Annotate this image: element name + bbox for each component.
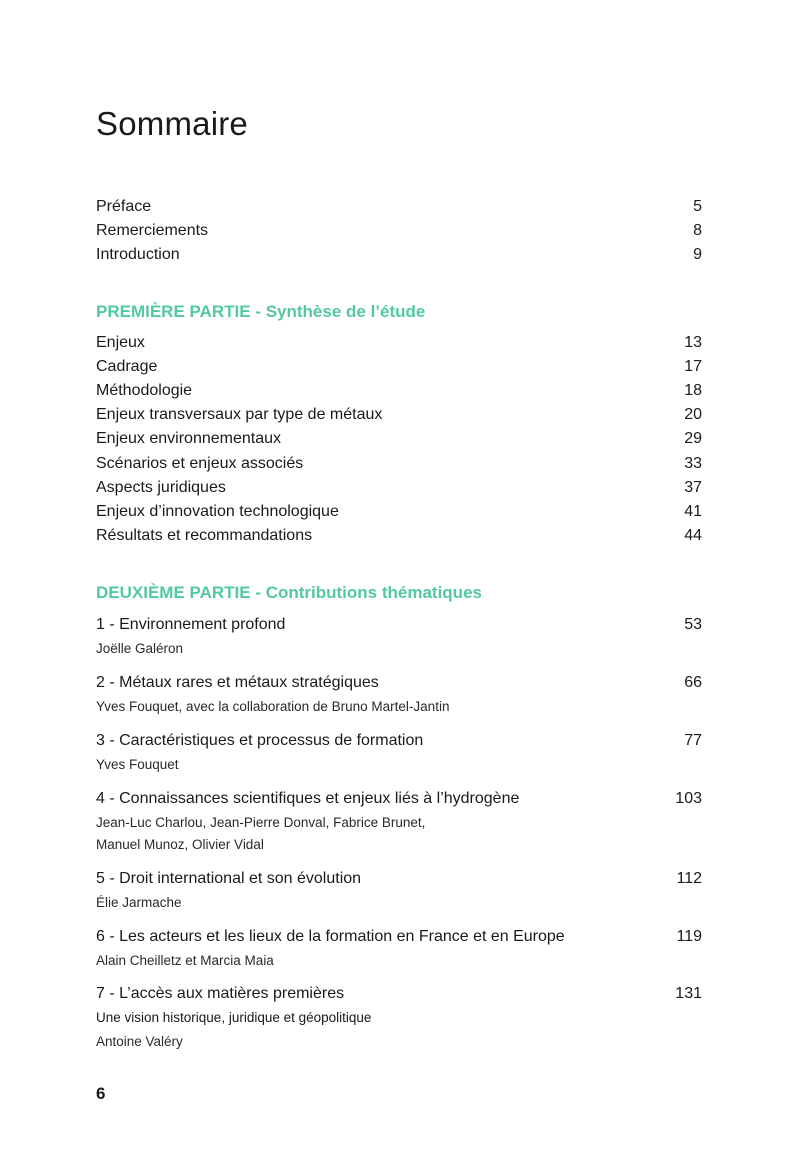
- toc-entry-label: 3 - Caractéristiques et processus de formation: [96, 732, 424, 749]
- toc-entry-enjeux-environnementaux[interactable]: [96, 427, 702, 451]
- toc-entry-label: Cadrage: [96, 358, 158, 375]
- toc-entry-page: 41: [684, 503, 702, 520]
- toc-entry-innovation[interactable]: [96, 500, 702, 524]
- toc-entry-authors: Manuel Munoz, Olivier Vidal: [96, 837, 264, 852]
- toc-entry-page: 13: [684, 334, 702, 351]
- toc-entry-label: Méthodologie: [96, 382, 193, 399]
- toc-entry-authors: Jean-Luc Charlou, Jean-Pierre Donval, Fabrice Brunet,: [96, 815, 426, 830]
- toc-entry-authors: Élie Jarmache: [96, 895, 182, 910]
- part1-heading: PREMIÈRE PARTIE - Synthèse de l’étude: [96, 302, 426, 321]
- toc-entry-page: 29: [684, 430, 702, 447]
- toc-entry-page: 131: [675, 985, 702, 1002]
- toc-entry-label: Introduction: [96, 246, 180, 263]
- toc-entry-page: 5: [693, 198, 702, 215]
- toc-entry-page: 103: [675, 790, 702, 807]
- toc-entry-contribution-5[interactable]: [96, 867, 702, 891]
- toc-entry-page: 77: [684, 732, 702, 749]
- toc-entry-page: 17: [684, 358, 702, 375]
- toc-entry-page: 9: [693, 246, 702, 263]
- toc-entry-enjeux[interactable]: [96, 331, 702, 355]
- toc-entry-label: 7 - L’accès aux matières premières: [96, 985, 345, 1002]
- toc-entry-label: 2 - Métaux rares et métaux stratégiques: [96, 674, 379, 691]
- toc-entry-contribution-6[interactable]: [96, 925, 702, 949]
- toc-entry-contribution-7[interactable]: [96, 982, 702, 1006]
- toc-entry-contribution-4[interactable]: [96, 787, 702, 811]
- toc-entry-authors: Yves Fouquet: [96, 757, 179, 772]
- toc-entry-cadrage[interactable]: [96, 355, 702, 379]
- toc-entry-label: Scénarios et enjeux associés: [96, 455, 304, 472]
- toc-entry-subtitle: Une vision historique, juridique et géopolitique: [96, 1010, 372, 1025]
- toc-entry-label: Aspects juridiques: [96, 479, 226, 496]
- toc-entry-page: 53: [684, 616, 702, 633]
- toc-entry-label: 1 - Environnement profond: [96, 616, 286, 633]
- toc-entry-page: 37: [684, 479, 702, 496]
- page-title: Sommaire: [96, 105, 248, 142]
- toc-entry-aspects-juridiques[interactable]: [96, 476, 702, 500]
- toc-entry-label: 5 - Droit international et son évolution: [96, 870, 362, 887]
- part2-heading: DEUXIÈME PARTIE - Contributions thématiques: [96, 583, 482, 602]
- toc-entry-page: 8: [693, 222, 702, 239]
- toc-entry-label: 6 - Les acteurs et les lieux de la formation en France et en Europe: [96, 928, 565, 945]
- toc-entry-page: 44: [684, 527, 702, 544]
- toc-entry-authors: Joëlle Galéron: [96, 641, 184, 656]
- toc-entry-contribution-1[interactable]: [96, 613, 702, 637]
- toc-entry-page: 66: [684, 674, 702, 691]
- toc-entry-authors: Yves Fouquet, avec la collaboration de Bruno Martel-Jantin: [96, 699, 450, 714]
- toc-entry-label: Enjeux environnementaux: [96, 430, 282, 447]
- toc-entry-authors: Alain Cheilletz et Marcia Maia: [96, 953, 274, 968]
- toc-entry-preface[interactable]: [96, 195, 702, 219]
- toc-entry-resultats[interactable]: [96, 524, 702, 548]
- toc-entry-remerciements[interactable]: [96, 219, 702, 243]
- toc-entry-label: Remerciements: [96, 222, 209, 239]
- toc-entry-authors: Antoine Valéry: [96, 1034, 183, 1049]
- toc-entry-page: 18: [684, 382, 702, 399]
- toc-entry-label: Préface: [96, 198, 152, 215]
- page-number: 6: [96, 1084, 106, 1103]
- toc-entry-page: 33: [684, 455, 702, 472]
- toc-entry-page: 112: [676, 870, 702, 887]
- toc-entry-enjeux-transversaux[interactable]: [96, 403, 702, 427]
- toc-entry-page: 20: [684, 406, 702, 423]
- toc-entry-page: 119: [676, 928, 702, 945]
- toc-entry-introduction[interactable]: [96, 243, 702, 267]
- toc-entry-contribution-3[interactable]: [96, 729, 702, 753]
- toc-entry-label: Résultats et recommandations: [96, 527, 313, 544]
- toc-entry-scenarios[interactable]: [96, 452, 702, 476]
- toc-entry-methodologie[interactable]: [96, 379, 702, 403]
- toc-entry-label: Enjeux transversaux par type de métaux: [96, 406, 383, 423]
- toc-entry-label: Enjeux: [96, 334, 145, 351]
- toc-entry-label: 4 - Connaissances scientifiques et enjeux liés à l’hydrogène: [96, 790, 520, 807]
- toc-entry-label: Enjeux d’innovation technologique: [96, 503, 339, 520]
- toc-entry-contribution-2[interactable]: [96, 671, 702, 695]
